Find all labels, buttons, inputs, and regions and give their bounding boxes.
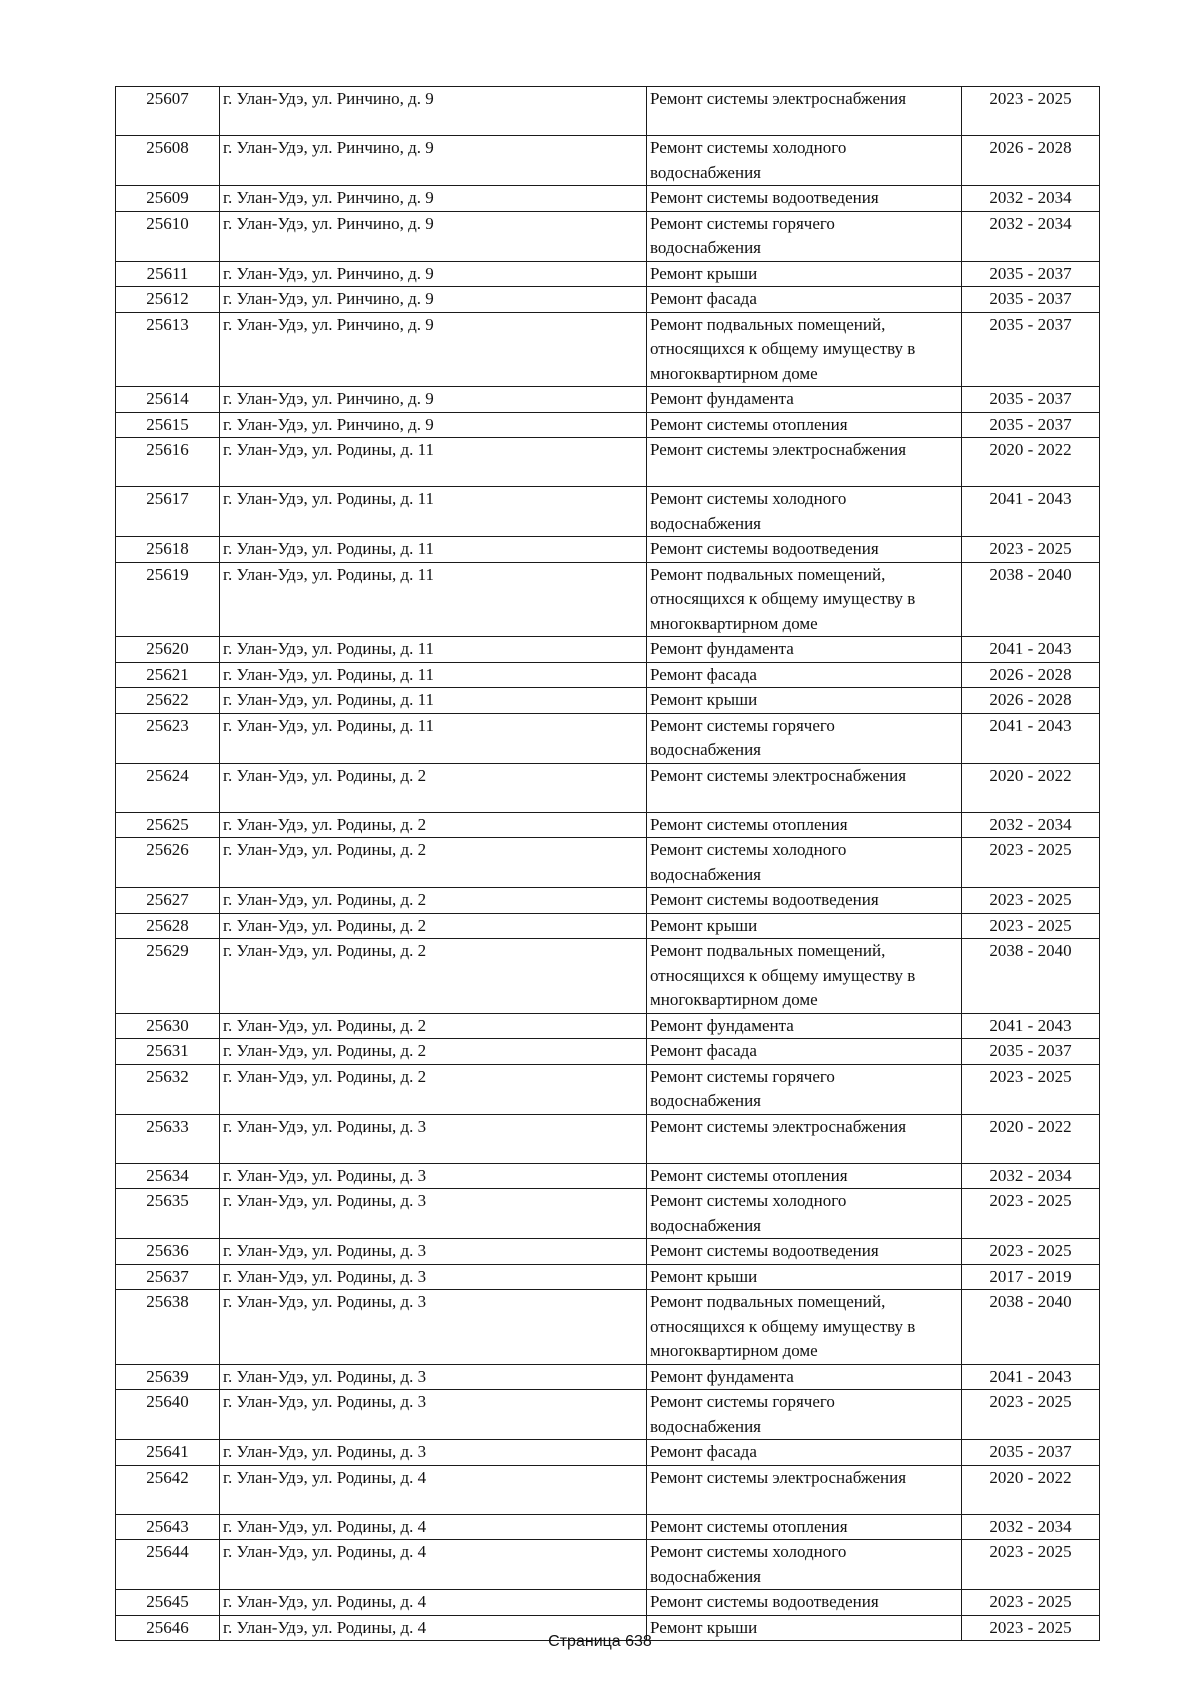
table-row <box>116 537 1100 563</box>
cell-period: 2026 - 2028 <box>962 662 1100 688</box>
cell-record-number: 25642 <box>116 1465 220 1514</box>
cell-address: г. Улан-Удэ, ул. Родины, д. 2 <box>220 913 647 939</box>
cell-address: г. Улан-Удэ, ул. Родины, д. 3 <box>220 1189 647 1239</box>
cell-work-type <box>647 186 962 212</box>
cell-record-number: 25646 <box>116 1615 220 1641</box>
work-type-line: Ремонт подвальных помещений, <box>650 941 886 960</box>
work-type-line: Ремонт фасада <box>650 1442 757 1461</box>
cell-work-type <box>647 1590 962 1616</box>
cell-address: г. Улан-Удэ, ул. Родины, д. 3 <box>220 1163 647 1189</box>
table-row <box>116 713 1100 763</box>
cell-work-type <box>647 562 962 637</box>
cell-address: г. Улан-Удэ, ул. Ринчино, д. 9 <box>220 412 647 438</box>
cell-address: г. Улан-Удэ, ул. Ринчино, д. 9 <box>220 87 647 136</box>
cell-period: 2041 - 2043 <box>962 1364 1100 1390</box>
work-type-line: Ремонт системы отопления <box>650 1165 848 1185</box>
cell-period: 2035 - 2037 <box>962 412 1100 438</box>
cell-period: 2041 - 2043 <box>962 713 1100 763</box>
cell-period: 2023 - 2025 <box>962 1390 1100 1440</box>
work-type-line: водоснабжения <box>650 238 761 257</box>
cell-work-type <box>647 261 962 287</box>
cell-address: г. Улан-Удэ, ул. Родины, д. 3 <box>220 1290 647 1365</box>
work-type-line: Ремонт системы электроснабжения <box>650 89 907 108</box>
table-row <box>116 1540 1100 1590</box>
cell-address: г. Улан-Удэ, ул. Ринчино, д. 9 <box>220 186 647 212</box>
work-type-line: Ремонт фундамента <box>650 389 794 408</box>
cell-record-number: 25610 <box>116 211 220 261</box>
cell-period: 2035 - 2037 <box>962 261 1100 287</box>
cell-work-type <box>647 136 962 186</box>
cell-record-number: 25626 <box>116 838 220 888</box>
cell-work-type <box>647 1440 962 1466</box>
cell-address: г. Улан-Удэ, ул. Родины, д. 3 <box>220 1239 647 1265</box>
cell-record-number: 25641 <box>116 1440 220 1466</box>
work-type-line: многоквартирном доме <box>650 363 818 383</box>
cell-record-number: 25623 <box>116 713 220 763</box>
cell-record-number: 25633 <box>116 1114 220 1163</box>
cell-period: 2026 - 2028 <box>962 136 1100 186</box>
work-type-line: относящихся к общему имуществу в <box>650 589 916 608</box>
cell-address: г. Улан-Удэ, ул. Родины, д. 4 <box>220 1514 647 1540</box>
cell-work-type <box>647 1465 962 1514</box>
work-type-line: Ремонт подвальных помещений, <box>650 564 886 584</box>
cell-work-type <box>647 763 962 812</box>
table-row <box>116 412 1100 438</box>
table-row <box>116 1364 1100 1390</box>
cell-address: г. Улан-Удэ, ул. Родины, д. 11 <box>220 688 647 714</box>
cell-record-number: 25615 <box>116 412 220 438</box>
cell-work-type <box>647 713 962 763</box>
cell-record-number: 25631 <box>116 1039 220 1065</box>
work-type-line: Ремонт системы электроснабжения <box>650 765 907 785</box>
table-row <box>116 1114 1100 1163</box>
cell-address: г. Улан-Удэ, ул. Родины, д. 4 <box>220 1465 647 1514</box>
work-type-line: Ремонт фасада <box>650 664 757 684</box>
cell-period: 2020 - 2022 <box>962 1114 1100 1163</box>
table-row <box>116 888 1100 914</box>
cell-work-type <box>647 688 962 714</box>
cell-address: г. Улан-Удэ, ул. Родины, д. 11 <box>220 438 647 487</box>
cell-record-number: 25627 <box>116 888 220 914</box>
table-row <box>116 1239 1100 1265</box>
work-type-line: водоснабжения <box>650 864 761 884</box>
cell-work-type <box>647 1189 962 1239</box>
cell-period: 2026 - 2028 <box>962 688 1100 714</box>
work-type-line: Ремонт крыши <box>650 690 758 709</box>
cell-period: 2032 - 2034 <box>962 1514 1100 1540</box>
cell-address: г. Улан-Удэ, ул. Родины, д. 2 <box>220 1039 647 1065</box>
table-row <box>116 637 1100 663</box>
cell-period: 2038 - 2040 <box>962 1290 1100 1365</box>
cell-address: г. Улан-Удэ, ул. Ринчино, д. 9 <box>220 261 647 287</box>
cell-work-type <box>647 1364 962 1390</box>
work-type-line: многоквартирном доме <box>650 613 818 633</box>
cell-record-number: 25618 <box>116 537 220 563</box>
work-type-line: Ремонт системы горячего <box>650 715 835 735</box>
table-row <box>116 812 1100 838</box>
work-type-line: Ремонт системы отопления <box>650 814 848 834</box>
table-row <box>116 562 1100 637</box>
cell-address: г. Улан-Удэ, ул. Родины, д. 2 <box>220 939 647 1014</box>
cell-address: г. Улан-Удэ, ул. Родины, д. 3 <box>220 1440 647 1466</box>
work-type-line: Ремонт системы водоотведения <box>650 1241 879 1260</box>
work-type-line: Ремонт крыши <box>650 263 758 283</box>
cell-record-number: 25622 <box>116 688 220 714</box>
cell-record-number: 25608 <box>116 136 220 186</box>
work-type-line: Ремонт системы отопления <box>650 414 848 434</box>
cell-address: г. Улан-Удэ, ул. Родины, д. 11 <box>220 637 647 663</box>
work-type-line: водоснабжения <box>650 1566 761 1586</box>
cell-work-type <box>647 87 962 136</box>
cell-work-type <box>647 939 962 1014</box>
work-type-line: Ремонт системы отопления <box>650 1516 848 1536</box>
cell-period: 2023 - 2025 <box>962 537 1100 563</box>
work-type-line: водоснабжения <box>650 740 761 759</box>
table-row <box>116 1390 1100 1440</box>
table-row <box>116 136 1100 186</box>
cell-period: 2038 - 2040 <box>962 562 1100 637</box>
table-body <box>116 87 1100 1641</box>
cell-period: 2032 - 2034 <box>962 211 1100 261</box>
cell-work-type <box>647 438 962 487</box>
work-type-line: Ремонт фасада <box>650 1041 757 1060</box>
work-type-line: Ремонт подвальных помещений, <box>650 314 886 334</box>
cell-period: 2023 - 2025 <box>962 1189 1100 1239</box>
cell-period: 2020 - 2022 <box>962 763 1100 812</box>
cell-address: г. Улан-Удэ, ул. Родины, д. 2 <box>220 763 647 812</box>
cell-period: 2038 - 2040 <box>962 939 1100 1014</box>
cell-address: г. Улан-Удэ, ул. Ринчино, д. 9 <box>220 312 647 387</box>
cell-period: 2023 - 2025 <box>962 888 1100 914</box>
cell-record-number: 25611 <box>116 261 220 287</box>
cell-address: г. Улан-Удэ, ул. Родины, д. 11 <box>220 662 647 688</box>
work-type-line: Ремонт крыши <box>650 1266 758 1286</box>
table-row <box>116 387 1100 413</box>
cell-address: г. Улан-Удэ, ул. Ринчино, д. 9 <box>220 136 647 186</box>
work-type-line: Ремонт системы холодного <box>650 1191 847 1210</box>
table-row <box>116 1264 1100 1290</box>
cell-period: 2041 - 2043 <box>962 487 1100 537</box>
table-row <box>116 1590 1100 1616</box>
cell-work-type <box>647 1239 962 1265</box>
table-row <box>116 1163 1100 1189</box>
cell-address: г. Улан-Удэ, ул. Ринчино, д. 9 <box>220 387 647 413</box>
cell-period: 2023 - 2025 <box>962 1540 1100 1590</box>
cell-record-number: 25612 <box>116 287 220 313</box>
cell-address: г. Улан-Удэ, ул. Родины, д. 3 <box>220 1114 647 1163</box>
work-type-line: Ремонт системы холодного <box>650 489 847 508</box>
cell-address: г. Улан-Удэ, ул. Родины, д. 4 <box>220 1615 647 1641</box>
cell-period: 2032 - 2034 <box>962 812 1100 838</box>
table-row <box>116 186 1100 212</box>
cell-period: 2041 - 2043 <box>962 637 1100 663</box>
cell-period: 2023 - 2025 <box>962 913 1100 939</box>
cell-period: 2017 - 2019 <box>962 1264 1100 1290</box>
work-type-line: Ремонт системы горячего <box>650 213 835 233</box>
table-row <box>116 438 1100 487</box>
cell-work-type <box>647 1064 962 1114</box>
cell-address: г. Улан-Удэ, ул. Родины, д. 2 <box>220 1064 647 1114</box>
cell-record-number: 25640 <box>116 1390 220 1440</box>
table-row <box>116 1189 1100 1239</box>
table-row <box>116 763 1100 812</box>
cell-record-number: 25630 <box>116 1013 220 1039</box>
cell-address: г. Улан-Удэ, ул. Родины, д. 2 <box>220 838 647 888</box>
table-row <box>116 1514 1100 1540</box>
cell-period: 2023 - 2025 <box>962 838 1100 888</box>
cell-work-type <box>647 1290 962 1365</box>
cell-record-number: 25616 <box>116 438 220 487</box>
cell-record-number: 25620 <box>116 637 220 663</box>
table-row <box>116 1064 1100 1114</box>
cell-record-number: 25617 <box>116 487 220 537</box>
work-type-line: водоснабжения <box>650 1091 761 1110</box>
cell-address: г. Улан-Удэ, ул. Родины, д. 2 <box>220 1013 647 1039</box>
table-row <box>116 1039 1100 1065</box>
repair-schedule-table <box>115 86 1100 1641</box>
table-row <box>116 487 1100 537</box>
work-type-line: Ремонт крыши <box>650 1617 758 1637</box>
table-row <box>116 211 1100 261</box>
cell-address: г. Улан-Удэ, ул. Родины, д. 2 <box>220 812 647 838</box>
cell-record-number: 25636 <box>116 1239 220 1265</box>
work-type-line: Ремонт системы водоотведения <box>650 539 879 558</box>
cell-record-number: 25637 <box>116 1264 220 1290</box>
cell-period: 2020 - 2022 <box>962 438 1100 487</box>
cell-address: г. Улан-Удэ, ул. Родины, д. 4 <box>220 1590 647 1616</box>
cell-record-number: 25613 <box>116 312 220 387</box>
work-type-line: Ремонт системы водоотведения <box>650 890 879 909</box>
cell-record-number: 25645 <box>116 1590 220 1616</box>
cell-address: г. Улан-Удэ, ул. Родины, д. 3 <box>220 1264 647 1290</box>
cell-work-type <box>647 387 962 413</box>
table-row <box>116 838 1100 888</box>
cell-address: г. Улан-Удэ, ул. Родины, д. 11 <box>220 713 647 763</box>
cell-record-number: 25625 <box>116 812 220 838</box>
work-type-line: многоквартирном доме <box>650 1341 818 1360</box>
cell-address: г. Улан-Удэ, ул. Родины, д. 3 <box>220 1390 647 1440</box>
table-row <box>116 87 1100 136</box>
work-type-line: относящихся к общему имуществу в <box>650 965 916 985</box>
cell-record-number: 25614 <box>116 387 220 413</box>
cell-period: 2041 - 2043 <box>962 1013 1100 1039</box>
cell-period: 2035 - 2037 <box>962 1039 1100 1065</box>
cell-work-type <box>647 1163 962 1189</box>
cell-address: г. Улан-Удэ, ул. Ринчино, д. 9 <box>220 211 647 261</box>
page-number: Страница 638 <box>548 1633 652 1650</box>
cell-work-type <box>647 487 962 537</box>
cell-period: 2023 - 2025 <box>962 1239 1100 1265</box>
work-type-line: Ремонт системы электроснабжения <box>650 440 907 459</box>
table-row <box>116 688 1100 714</box>
work-type-line: Ремонт системы холодного <box>650 840 847 859</box>
cell-work-type <box>647 1114 962 1163</box>
cell-period: 2035 - 2037 <box>962 387 1100 413</box>
cell-address: г. Улан-Удэ, ул. Родины, д. 3 <box>220 1364 647 1390</box>
table-row <box>116 1013 1100 1039</box>
cell-record-number: 25639 <box>116 1364 220 1390</box>
work-type-line: Ремонт системы водоотведения <box>650 188 879 207</box>
work-type-line: относящихся к общему имуществу в <box>650 1316 916 1336</box>
table-row <box>116 1465 1100 1514</box>
cell-record-number: 25638 <box>116 1290 220 1365</box>
work-type-line: Ремонт системы горячего <box>650 1066 835 1086</box>
cell-work-type <box>647 1514 962 1540</box>
work-type-line: водоснабжения <box>650 513 761 533</box>
table-row <box>116 1440 1100 1466</box>
cell-work-type <box>647 1013 962 1039</box>
cell-record-number: 25629 <box>116 939 220 1014</box>
cell-address: г. Улан-Удэ, ул. Родины, д. 11 <box>220 562 647 637</box>
cell-work-type <box>647 312 962 387</box>
cell-address: г. Улан-Удэ, ул. Ринчино, д. 9 <box>220 287 647 313</box>
work-type-line: Ремонт системы электроснабжения <box>650 1116 907 1136</box>
table-row <box>116 261 1100 287</box>
table-row <box>116 662 1100 688</box>
cell-period: 2035 - 2037 <box>962 1440 1100 1466</box>
work-type-line: относящихся к общему имуществу в <box>650 339 916 358</box>
cell-record-number: 25607 <box>116 87 220 136</box>
work-type-line: Ремонт фундамента <box>650 639 794 658</box>
cell-work-type <box>647 1390 962 1440</box>
cell-work-type <box>647 812 962 838</box>
work-type-line: Ремонт подвальных помещений, <box>650 1292 886 1311</box>
cell-period: 2023 - 2025 <box>962 1615 1100 1641</box>
cell-work-type <box>647 913 962 939</box>
work-type-line: Ремонт фасада <box>650 289 757 308</box>
work-type-line: Ремонт фундамента <box>650 1366 794 1386</box>
cell-record-number: 25643 <box>116 1514 220 1540</box>
cell-record-number: 25634 <box>116 1163 220 1189</box>
work-type-line: водоснабжения <box>650 1215 761 1235</box>
cell-work-type <box>647 662 962 688</box>
cell-work-type <box>647 1540 962 1590</box>
cell-period: 2035 - 2037 <box>962 312 1100 387</box>
table-row <box>116 913 1100 939</box>
work-type-line: Ремонт фундамента <box>650 1015 794 1035</box>
cell-period: 2023 - 2025 <box>962 87 1100 136</box>
table-row <box>116 287 1100 313</box>
table-row <box>116 939 1100 1014</box>
cell-address: г. Улан-Удэ, ул. Родины, д. 11 <box>220 487 647 537</box>
work-type-line: водоснабжения <box>650 162 761 182</box>
work-type-line: Ремонт системы горячего <box>650 1392 835 1411</box>
cell-record-number: 25632 <box>116 1064 220 1114</box>
cell-work-type <box>647 637 962 663</box>
work-type-line: Ремонт системы электроснабжения <box>650 1467 907 1487</box>
cell-record-number: 25635 <box>116 1189 220 1239</box>
cell-record-number: 25628 <box>116 913 220 939</box>
cell-period: 2023 - 2025 <box>962 1064 1100 1114</box>
cell-record-number: 25619 <box>116 562 220 637</box>
cell-work-type <box>647 287 962 313</box>
cell-period: 2020 - 2022 <box>962 1465 1100 1514</box>
table-row <box>116 312 1100 387</box>
work-type-line: водоснабжения <box>650 1416 761 1436</box>
cell-record-number: 25644 <box>116 1540 220 1590</box>
work-type-line: многоквартирном доме <box>650 990 818 1009</box>
work-type-line: Ремонт системы холодного <box>650 1542 847 1561</box>
cell-work-type <box>647 537 962 563</box>
cell-work-type <box>647 211 962 261</box>
work-type-line: Ремонт системы холодного <box>650 138 847 157</box>
cell-record-number: 25621 <box>116 662 220 688</box>
cell-period: 2023 - 2025 <box>962 1590 1100 1616</box>
work-type-line: Ремонт системы водоотведения <box>650 1592 879 1611</box>
cell-record-number: 25609 <box>116 186 220 212</box>
table-row <box>116 1290 1100 1365</box>
cell-work-type <box>647 412 962 438</box>
cell-address: г. Улан-Удэ, ул. Родины, д. 11 <box>220 537 647 563</box>
cell-work-type <box>647 888 962 914</box>
cell-record-number: 25624 <box>116 763 220 812</box>
cell-work-type <box>647 1264 962 1290</box>
cell-work-type <box>647 1039 962 1065</box>
cell-period: 2032 - 2034 <box>962 186 1100 212</box>
cell-work-type <box>647 838 962 888</box>
cell-period: 2035 - 2037 <box>962 287 1100 313</box>
cell-address: г. Улан-Удэ, ул. Родины, д. 4 <box>220 1540 647 1590</box>
work-type-line: Ремонт крыши <box>650 915 758 935</box>
cell-period: 2032 - 2034 <box>962 1163 1100 1189</box>
cell-address: г. Улан-Удэ, ул. Родины, д. 2 <box>220 888 647 914</box>
